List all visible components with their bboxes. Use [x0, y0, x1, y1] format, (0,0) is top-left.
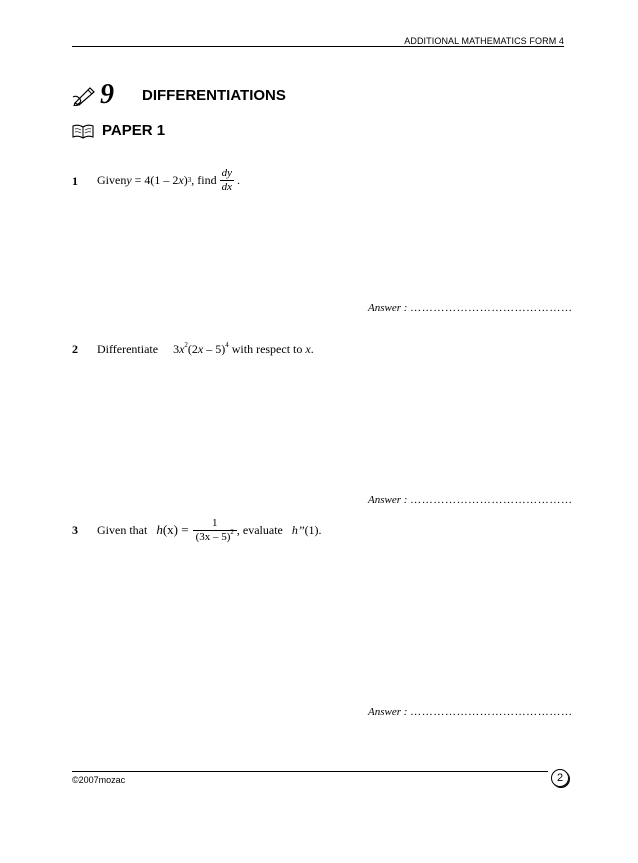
header-rule	[72, 46, 564, 47]
q3-arg: (x) =	[162, 522, 189, 537]
chapter-title: DIFFERENTIATIONS	[142, 86, 286, 104]
footer-rule	[72, 771, 548, 772]
paper-title: PAPER 1	[102, 122, 166, 139]
question-3-number: 3	[72, 523, 78, 537]
q1-end: .	[233, 172, 240, 187]
header-title: ADDITIONAL MATHEMATICS FORM 4	[404, 36, 564, 46]
question-3-text	[97, 512, 322, 548]
q2-coef: 3	[173, 342, 180, 356]
q3-mid: , evaluate	[236, 522, 286, 537]
answer-label: Answer :	[368, 302, 408, 314]
answer-dots: ……………………………………	[410, 302, 573, 314]
answer-dots: ……………………………………	[410, 706, 573, 718]
chapter-number: 9	[100, 79, 114, 110]
answer-line-1	[368, 302, 573, 314]
answer-label: Answer :	[368, 494, 408, 506]
question-2-number: 2	[72, 342, 78, 356]
page-number-badge: 2	[551, 769, 569, 787]
q3-eval: (1).	[304, 522, 322, 537]
q1-find: , find	[191, 172, 220, 187]
q3-fraction-numerator: 1	[211, 516, 218, 529]
writing-hand-icon	[72, 84, 98, 106]
q3-denominator-exponent: 2	[230, 527, 234, 536]
q3-func: h	[156, 522, 163, 537]
q2-exponent-1: 2	[184, 341, 188, 349]
chapter-heading	[72, 80, 286, 110]
question-2-text	[97, 342, 314, 357]
question-1-number: 1	[72, 174, 78, 188]
open-book-icon	[72, 123, 94, 139]
q1-fraction	[220, 167, 234, 194]
q2-prefix: Differentiate	[97, 342, 162, 356]
q2-var-x: x	[179, 342, 185, 356]
answer-label: Answer :	[368, 706, 408, 718]
q2-var-end: x	[305, 342, 311, 356]
answer-dots: ……………………………………	[410, 494, 573, 506]
q2-exponent-2: 4	[225, 341, 229, 349]
q2-mid: (2	[187, 342, 198, 356]
q3-fraction-denominator-wrap	[193, 527, 237, 544]
q2-period: .	[310, 342, 314, 356]
q1-eq: = 4(1 – 2	[131, 172, 179, 187]
q1-close: )	[183, 172, 188, 187]
q1-var-x: x	[178, 172, 184, 187]
q3-fraction	[193, 517, 237, 544]
q2-suffix: with respect to	[228, 342, 306, 356]
q1-var-y: y	[126, 172, 132, 187]
q1-fraction-denominator: dx	[221, 180, 232, 193]
q3-func2: h’’	[291, 522, 305, 537]
q2-rest: – 5)	[203, 342, 226, 356]
q3-prefix: Given that	[97, 522, 151, 537]
paper-heading	[72, 122, 165, 139]
q2-var-x2: x	[197, 342, 204, 356]
q1-prefix: Given	[97, 172, 127, 187]
footer-copyright: ©2007mozac	[72, 775, 126, 785]
answer-line-3	[368, 706, 573, 718]
q3-fraction-denominator: (3x – 5)	[195, 530, 231, 543]
answer-line-2	[368, 494, 573, 506]
q1-fraction-numerator: dy	[221, 166, 232, 179]
question-1-text: Given y = 4(1 – 2 x ) 3 , find $\frac{dy}{dx}$ .	[97, 166, 240, 193]
